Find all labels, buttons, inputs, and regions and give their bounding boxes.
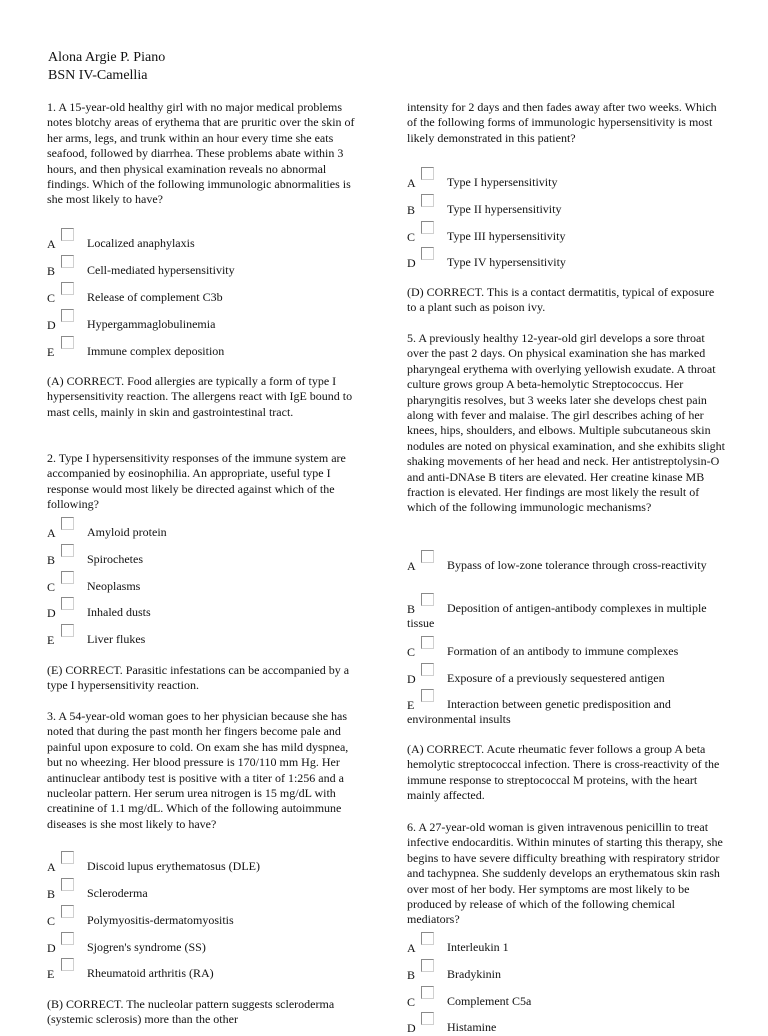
checkbox-icon[interactable] xyxy=(61,282,74,295)
question-1-answer: (A) CORRECT. Food allergies are typically a form of type I hypersensitivity reaction. The allergens react with IgE bound to mast cells, mainly in skin and gastrointestinal tract. xyxy=(47,374,353,419)
question-6-option-c[interactable]: C Complement C5a xyxy=(407,993,725,1009)
student-header xyxy=(48,49,165,85)
checkbox-icon[interactable] xyxy=(61,624,74,637)
checkbox-icon[interactable] xyxy=(421,959,434,972)
question-3-answer: (B) CORRECT. The nucleolar pattern suggests scleroderma (systemic sclerosis) more than the other xyxy=(47,997,335,1027)
question-3-option-c[interactable]: C Polymyositis-dermatomyositis xyxy=(47,912,365,928)
checkbox-icon[interactable] xyxy=(421,663,434,676)
student-section: BSN IV-Camellia xyxy=(48,68,148,83)
question-6-option-d[interactable]: D Histamine xyxy=(407,1019,725,1035)
question-2-option-e[interactable]: E Liver flukes xyxy=(47,631,365,647)
checkbox-icon[interactable] xyxy=(421,636,434,649)
question-4-option-c[interactable]: C Type III hypersensitivity xyxy=(407,228,725,244)
question-5-option-e[interactable]: E Interaction between genetic predisposition and environmental insults xyxy=(407,696,725,728)
checkbox-icon[interactable] xyxy=(61,228,74,241)
question-5-option-c[interactable]: C Formation of an antibody to immune complexes xyxy=(407,643,725,659)
checkbox-icon[interactable] xyxy=(421,221,434,234)
checkbox-icon[interactable] xyxy=(61,932,74,945)
question-1-option-e[interactable]: E Immune complex deposition xyxy=(47,343,365,359)
question-2-option-a[interactable]: A Amyloid protein xyxy=(47,524,365,540)
checkbox-icon[interactable] xyxy=(61,336,74,349)
question-4-option-a[interactable]: A Type I hypersensitivity xyxy=(407,174,725,190)
checkbox-icon[interactable] xyxy=(421,932,434,945)
question-5-option-a[interactable]: A Bypass of low-zone tolerance through cross-reactivity xyxy=(407,557,725,573)
question-4-stem: intensity for 2 days and then fades away after two weeks. Which of the following forms of immunologic hypersensitivity is most likely demonstrated in this patient? xyxy=(407,100,717,145)
checkbox-icon[interactable] xyxy=(61,571,74,584)
question-3-option-e[interactable]: E Rheumatoid arthritis (RA) xyxy=(47,965,365,981)
checkbox-icon[interactable] xyxy=(421,247,434,260)
question-1-option-a[interactable]: A Localized anaphylaxis xyxy=(47,235,365,251)
question-1-stem: 1. A 15-year-old healthy girl with no major medical problems notes blotchy areas of erythema that are pruritic over the skin of her arms, legs, and trunk within an hour every time she eats seafood, followed by diarrhea. These problems abate within 3 hours, and then physical examination reveals no abnormal findings. Which of the following immunologic abnormalities is she most likely to have? xyxy=(47,100,355,207)
question-4-answer: (D) CORRECT. This is a contact dermatitis, typical of exposure to a plant such as poison ivy. xyxy=(407,285,715,315)
checkbox-icon[interactable] xyxy=(61,878,74,891)
question-1-option-b[interactable]: B Cell-mediated hypersensitivity xyxy=(47,262,365,278)
question-3-stem: 3. A 54-year-old woman goes to her physician because she has noted that during the past month her fingers become pale and painful upon exposure to cold. On exam she has mild dyspnea, but no wheezing. Her blood pressure is 170/110 mm Hg. Her antinuclear antibody test is positive with a titer of 1:256 and a nucleolar pattern. Her serum urea nitrogen is 15 mg/dL with creatinine of 1.1 mg/dL. Which of the following autoimmune diseases is she most likely to have? xyxy=(47,709,349,831)
question-4-option-b[interactable]: B Type II hypersensitivity xyxy=(407,201,725,217)
checkbox-icon[interactable] xyxy=(421,550,434,563)
question-6-option-b[interactable]: B Bradykinin xyxy=(407,966,725,982)
checkbox-icon[interactable] xyxy=(421,986,434,999)
checkbox-icon[interactable] xyxy=(61,309,74,322)
question-2-option-c[interactable]: C Neoplasms xyxy=(47,578,365,594)
question-5-option-b[interactable]: B Deposition of antigen-antibody complexes in multiple tissue xyxy=(407,600,725,632)
question-2-answer: (E) CORRECT. Parasitic infestations can be accompanied by a type I hypersensitivity reaction. xyxy=(47,663,350,693)
checkbox-icon[interactable] xyxy=(421,593,434,606)
question-5-answer: (A) CORRECT. Acute rheumatic fever follows a group A beta hemolytic streptococcal infection. There is cross-reactivity of the immune response to streptococcal M proteins, with the heart mainly affected. xyxy=(407,742,720,803)
question-3-option-b[interactable]: B Scleroderma xyxy=(47,885,365,901)
question-1-option-c[interactable]: C Release of complement C3b xyxy=(47,289,365,305)
question-2-stem: 2. Type I hypersensitivity responses of the immune system are accompanied by eosinophilia. An appropriate, useful type I response would most likely be directed against which of the following? xyxy=(47,451,346,512)
question-5-stem: 5. A previously healthy 12-year-old girl develops a sore throat over the past 2 days. On physical examination she has marked pharyngeal erythema with overlying yellowish exudate. A throat culture grows group A beta-hemolytic Streptococcus. Her pharyngitis resolves, but 3 weeks later she develops chest pain along with fever and malaise. The girl describes aching of her knees, hips, shoulders, and elbows. Multiple subcutaneous skin nodules are noted on physical examination, and she exhibits slight shaking movements of her head and neck. Her antistreptolysin-O and anti-DNAse B titers are elevated. Her creatine kinase MB fraction is elevated. Her findings are most likely the result of which of the following immunologic mechanisms? xyxy=(407,331,725,515)
checkbox-icon[interactable] xyxy=(421,689,434,702)
checkbox-icon[interactable] xyxy=(61,958,74,971)
checkbox-icon[interactable] xyxy=(421,194,434,207)
checkbox-icon[interactable] xyxy=(61,544,74,557)
checkbox-icon[interactable] xyxy=(61,517,74,530)
question-3-option-a[interactable]: A Discoid lupus erythematosus (DLE) xyxy=(47,858,365,874)
checkbox-icon[interactable] xyxy=(61,255,74,268)
student-name: Alona Argie P. Piano xyxy=(48,50,166,65)
question-6-option-a[interactable]: A Interleukin 1 xyxy=(407,939,725,955)
question-5-option-d[interactable]: D Exposure of a previously sequestered antigen xyxy=(407,670,725,686)
checkbox-icon[interactable] xyxy=(421,1012,434,1025)
question-6-stem: 6. A 27-year-old woman is given intravenous penicillin to treat infective endocarditis. Within minutes of starting this therapy, she begins to have severe difficulty breathing with respiratory stridor and tachypnea. She suddenly develops an erythematous skin rash over most of her body. Her symptoms are most likely to be produced by release of which of the following chemical mediators? xyxy=(407,820,723,927)
question-3-option-d[interactable]: D Sjogren's syndrome (SS) xyxy=(47,939,365,955)
question-2-option-d[interactable]: D Inhaled dusts xyxy=(47,604,365,620)
checkbox-icon[interactable] xyxy=(421,167,434,180)
checkbox-icon[interactable] xyxy=(61,597,74,610)
question-2-option-b[interactable]: B Spirochetes xyxy=(47,551,365,567)
checkbox-icon[interactable] xyxy=(61,905,74,918)
question-4-option-d[interactable]: D Type IV hypersensitivity xyxy=(407,254,725,270)
question-1-option-d[interactable]: D Hypergammaglobulinemia xyxy=(47,316,365,332)
checkbox-icon[interactable] xyxy=(61,851,74,864)
